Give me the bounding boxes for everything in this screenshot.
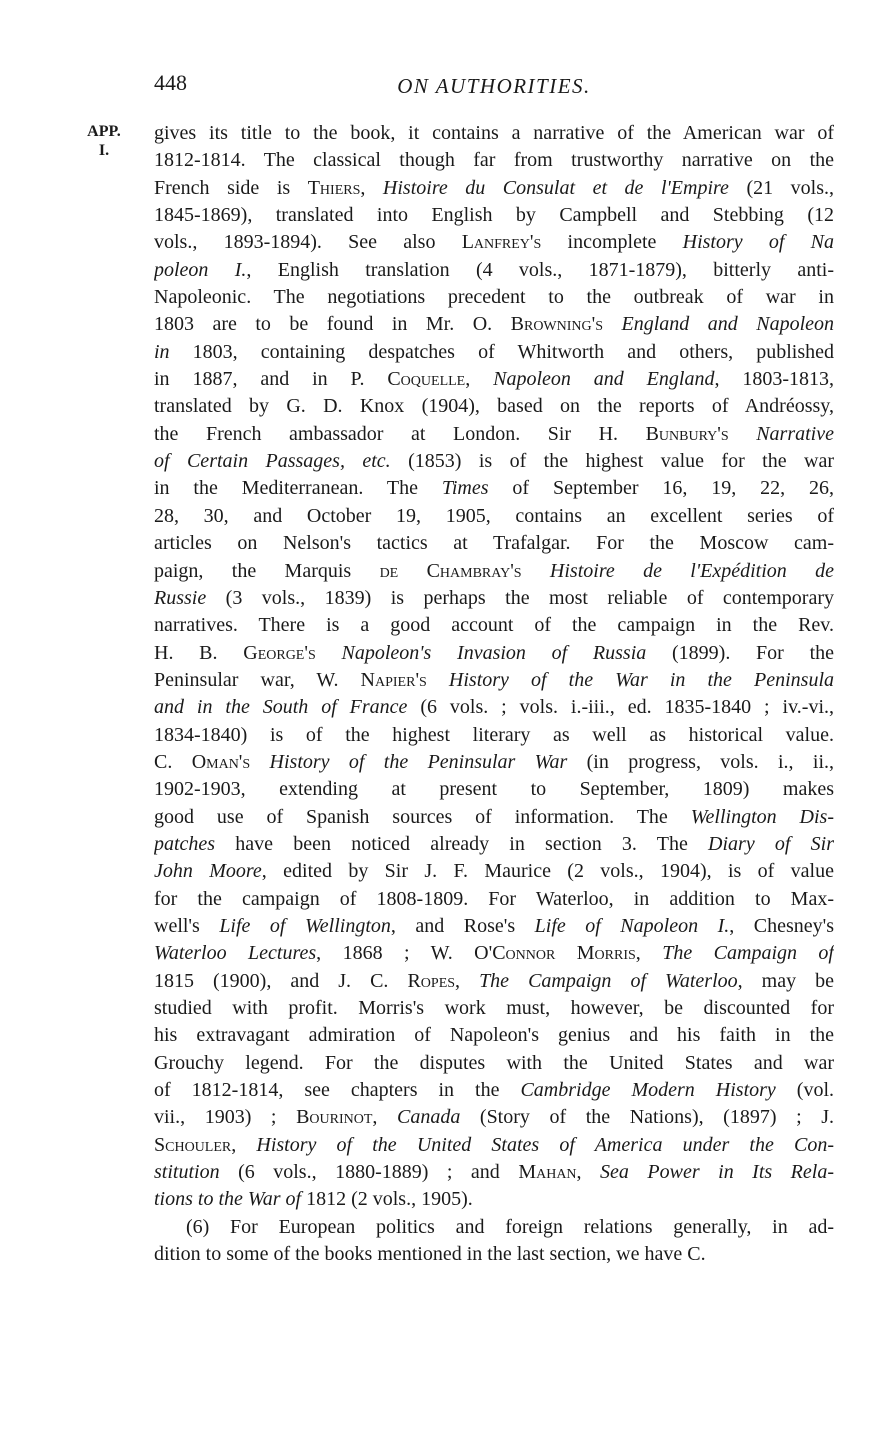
appendix-number: I. (98, 142, 110, 159)
text-line (154, 558, 834, 585)
text-segment: , may be (737, 969, 834, 992)
text-line (154, 1050, 834, 1077)
italic-title: England and Napoleon (621, 313, 834, 336)
text-segment: , edited by Sir J. F. Maurice (2 vols., 1904), is of value (261, 860, 834, 883)
text-line (154, 120, 834, 147)
text-segment: , and Rose's (390, 914, 535, 937)
appendix-margin-label (76, 122, 132, 160)
italic-title: Sea Power in Its Rela- (600, 1161, 834, 1184)
text-segment: gives its title to the book, it contains a narrative of the American war of (154, 122, 834, 144)
text-segment: , (465, 368, 494, 391)
text-segment: , (576, 1161, 601, 1184)
text-line (154, 1104, 834, 1131)
italic-title: History of the Peninsular War (269, 750, 568, 773)
text-segment: 1803, containing despatches of Whitworth and others, published (169, 340, 834, 363)
text-line (154, 940, 834, 967)
text-line (154, 1077, 834, 1104)
text-line (154, 202, 834, 229)
italic-title: Life of Wellington (219, 914, 391, 937)
italic-title: Napoleon's Invasion of Russia (341, 641, 647, 664)
italic-title: Histoire du Consulat et de l'Empire (382, 176, 729, 199)
text-segment (729, 423, 757, 445)
italic-title: Wellington Dis- (690, 805, 834, 828)
author-name: Napier's (360, 668, 427, 691)
italic-title: Waterloo Lectures (154, 942, 317, 965)
author-name: Bourinot (296, 1106, 373, 1129)
author-name: Browning's (510, 313, 604, 336)
text-segment: paign, the Marquis (154, 559, 380, 582)
text-segment: Napoleonic. The negotiations precedent to the outbreak of war in (154, 286, 834, 309)
author-name: Lanfrey's (461, 231, 542, 254)
italic-title: Cambridge Modern History (520, 1079, 776, 1102)
italic-title: Diary of Sir (708, 832, 834, 855)
text-line (154, 858, 834, 885)
text-segment: 1834-1840) is of the highest literary as well as historical value. (154, 723, 834, 746)
text-segment: , (455, 969, 480, 992)
text-segment: H. B. (154, 641, 244, 664)
italic-title: patches (154, 832, 216, 855)
text-segment: Peninsular war, W. (154, 668, 361, 691)
text-segment (316, 642, 342, 664)
page-number: 448 (154, 70, 187, 95)
text-line (154, 913, 834, 940)
italic-title: tions to the War of (154, 1188, 302, 1211)
text-line (154, 749, 834, 776)
italic-title: Canada (396, 1106, 461, 1129)
text-segment: 1803 are to be found in Mr. O. (154, 313, 511, 336)
text-segment: , (635, 942, 663, 965)
italic-title: History of Na (682, 231, 834, 254)
text-segment: 1815 (1900), and J. C. (154, 969, 408, 992)
author-name: Thiers (307, 176, 361, 199)
italic-title: John Moore (154, 860, 262, 883)
author-name: Connor Morris (492, 942, 636, 965)
text-segment: in 1887, and in P. (154, 368, 388, 391)
text-line (154, 530, 834, 557)
text-segment: , (372, 1106, 397, 1129)
text-line (154, 995, 834, 1022)
author-name: Bunbury's (645, 422, 729, 445)
text-line (154, 640, 834, 667)
text-line (154, 612, 834, 639)
appendix-label: APP. (87, 123, 121, 140)
author-name: Schouler (154, 1133, 232, 1156)
text-segment: (1853) is of the highest value for the war (390, 450, 834, 473)
text-segment: in the Mediterranean. The (154, 477, 442, 500)
text-segment: his extravagant admiration of Napoleon's genius and his faith in the (154, 1024, 834, 1047)
text-line (154, 366, 834, 393)
italic-title: The Campaign of Waterloo (479, 969, 738, 992)
text-line (154, 886, 834, 913)
text-line (154, 311, 834, 338)
text-segment (250, 751, 269, 773)
text-segment: translated by G. D. Knox (1904), based on the reports of Andréossy, (154, 395, 834, 418)
text-segment: (1899). For the (646, 641, 834, 664)
text-segment: vols., 1893-1894). See also (154, 231, 462, 254)
text-line (154, 448, 834, 475)
italic-title: and in the South of France (154, 696, 408, 719)
text-segment: incomplete (541, 231, 683, 254)
author-name: George's (243, 641, 316, 664)
italic-title: stitution (154, 1161, 220, 1184)
text-segment: (6 vols., 1880-1889) ; and (219, 1161, 519, 1184)
author-name: Coquelle (387, 368, 466, 391)
italic-title: Times (441, 477, 489, 500)
italic-title: poleon I. (154, 258, 247, 281)
italic-title: in (154, 340, 170, 363)
text-line (154, 147, 834, 174)
text-segment: 1812 (2 vols., 1905). (301, 1188, 473, 1211)
text-line (154, 722, 834, 749)
text-line (154, 339, 834, 366)
text-segment: , (231, 1133, 257, 1156)
text-line (154, 1186, 834, 1213)
text-segment: of 1812-1814, see chapters in the (154, 1079, 521, 1102)
text-segment: the French ambassador at London. Sir H. (154, 422, 646, 445)
author-name: de Chambray's (379, 559, 522, 582)
italic-title: of Certain Passages, etc. (154, 450, 391, 473)
text-line (154, 694, 834, 721)
text-segment: vii., 1903) ; (154, 1106, 297, 1129)
text-segment: studied with profit. Morris's work must, however, be discounted for (154, 997, 834, 1019)
text-line (154, 257, 834, 284)
text-segment: 1902-1903, extending at present to September, 1809) makes (154, 778, 834, 801)
text-segment: , 1803-1813, (714, 368, 834, 391)
text-segment: have been noticed already in section 3. The (215, 832, 709, 855)
text-segment: (21 vols., (728, 176, 834, 199)
text-segment: , Chesney's (729, 914, 834, 937)
text-line (154, 667, 834, 694)
text-segment: , (360, 176, 383, 199)
text-segment: (in progress, vols. i., ii., (567, 750, 834, 773)
text-segment (522, 560, 550, 582)
text-segment: (6 vols. ; vols. i.-iii., ed. 1835-1840 ; iv.-vi., (407, 696, 834, 719)
text-segment: good use of Spanish sources of information. The (154, 805, 691, 828)
text-segment: Grouchy legend. For the disputes with the United States and war (154, 1051, 834, 1074)
text-segment: well's (154, 914, 220, 937)
text-line (154, 776, 834, 803)
italic-title: History of the United States of America under the Con- (256, 1133, 834, 1156)
text-segment: (Story of the Nations), (1897) ; J. (460, 1106, 834, 1129)
italic-title: Life of Napoleon I. (534, 914, 730, 937)
text-segment: for the campaign of 1808-1809. For Waterloo, in addition to Max- (154, 887, 834, 910)
text-segment: (6) For European politics and foreign relations generally, in ad- (186, 1215, 834, 1238)
author-name: Mahan (518, 1161, 577, 1184)
text-line (154, 1214, 834, 1241)
text-line (154, 831, 834, 858)
text-segment: , English translation (4 vols., 1871-1879), bitterly anti- (246, 258, 834, 281)
italic-title: Histoire de l'Expédition de (549, 559, 834, 582)
text-segment: 1812-1814. The classical though far from trustworthy narrative on the (154, 149, 834, 172)
text-segment (603, 313, 621, 335)
text-line (154, 1159, 834, 1186)
text-segment: (vol. (775, 1079, 834, 1102)
text-segment: narratives. There is a good account of the campaign in the Rev. (154, 614, 834, 637)
author-name: Ropes (407, 969, 456, 992)
text-line (154, 503, 834, 530)
text-line (154, 475, 834, 502)
italic-title: Narrative (756, 422, 834, 445)
text-segment: 1845-1869), translated into English by Campbell and Stebbing (12 (154, 204, 834, 227)
italic-title: Russie (154, 586, 207, 609)
text-segment: 28, 30, and October 19, 1905, contains an excellent series of (154, 504, 834, 527)
text-segment: articles on Nelson's tactics at Trafalgar. For the Moscow cam- (154, 532, 834, 555)
author-name: Oman's (191, 750, 251, 773)
text-line (154, 968, 834, 995)
italic-title: History of the War in the Peninsula (448, 668, 834, 691)
text-line (154, 1022, 834, 1049)
text-segment: C. (154, 750, 192, 773)
text-line (154, 175, 834, 202)
body-text (154, 120, 834, 1268)
text-segment (427, 669, 449, 691)
text-segment: of September 16, 19, 22, 26, (488, 477, 834, 500)
running-head: ON AUTHORITIES. (397, 74, 591, 98)
text-line (154, 1132, 834, 1159)
text-line (154, 421, 834, 448)
text-segment: (3 vols., 1839) is perhaps the most reliable of contemporary (206, 586, 834, 609)
text-line (154, 804, 834, 831)
text-segment: dition to some of the books mentioned in the last section, we have C. (154, 1243, 706, 1266)
text-segment: French side is (154, 176, 308, 199)
text-line (154, 393, 834, 420)
text-line (154, 1241, 834, 1268)
italic-title: Napoleon and England (493, 368, 715, 391)
text-line (154, 284, 834, 311)
italic-title: The Campaign of (662, 942, 834, 965)
text-segment: , 1868 ; W. O' (316, 942, 493, 965)
page-header (154, 70, 834, 106)
text-line (154, 585, 834, 612)
text-line (154, 229, 834, 256)
